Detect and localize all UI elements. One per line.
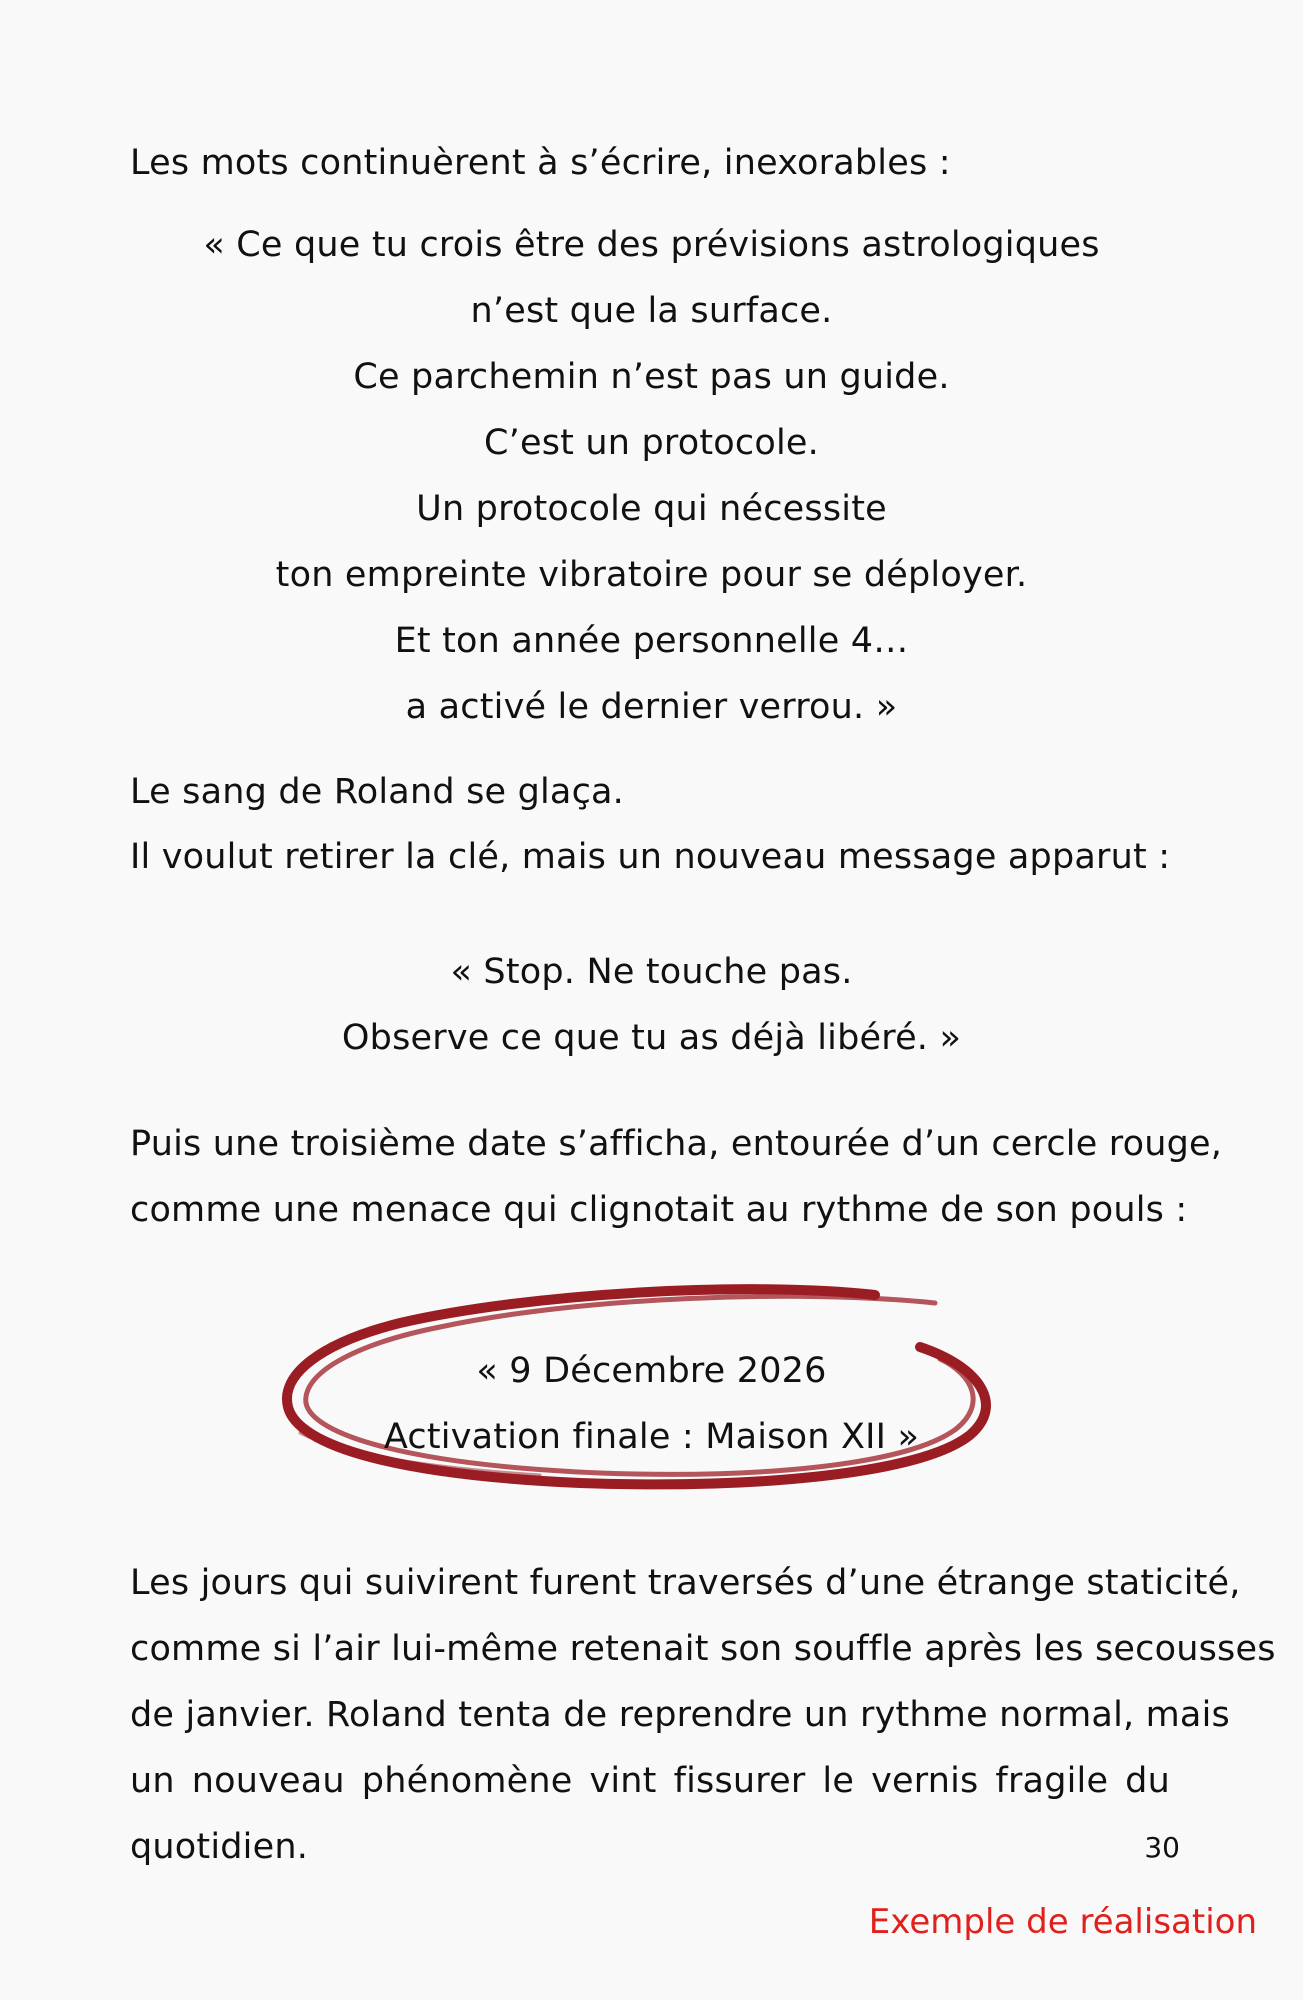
quote2-line-2: Observe ce que tu as déjà libéré. » — [341, 1018, 962, 1058]
quote1-line-6: ton empreinte vibratoire pour se déployer. — [275, 555, 1028, 595]
red-circle-icon — [280, 1275, 1000, 1515]
para3-line-2: comme une menace qui clignotait au rythme de son pouls : — [130, 1190, 1188, 1230]
quote2-line-1: « Stop. Ne touche pas. — [450, 952, 853, 992]
circled-quote-line-1: « 9 Décembre 2026 — [476, 1351, 827, 1391]
para4-line-2: comme si l’air lui-même retenait son souffle après les secousses — [130, 1629, 1276, 1669]
quote1-line-7: Et ton année personnelle 4… — [394, 621, 909, 661]
page-number: 30 — [1144, 1831, 1180, 1864]
para3-line-1: Puis une troisième date s’afficha, entourée d’un cercle rouge, — [130, 1124, 1223, 1164]
red-circle-annotation — [280, 1275, 1000, 1515]
quote1-line-2: n’est que la surface. — [470, 291, 833, 331]
intro-line: Les mots continuèrent à s’écrire, inexorables : — [130, 143, 951, 183]
quote1-line-5: Un protocole qui nécessite — [416, 489, 887, 529]
quote1-line-3: Ce parchemin n’est pas un guide. — [353, 357, 950, 397]
para4-line-1: Les jours qui suivirent furent traversés d’une étrange staticité, — [130, 1563, 1241, 1603]
para4-line-5: quotidien. — [130, 1827, 309, 1867]
quote1-line-1: « Ce que tu crois être des prévisions astrologiques — [203, 225, 1100, 265]
para2-line-1: Le sang de Roland se glaça. — [130, 772, 624, 812]
para4-line-4: un nouveau phénomène vint fissurer le vernis fragile du — [130, 1761, 1170, 1801]
para2-line-2: Il voulut retirer la clé, mais un nouveau message apparut : — [130, 837, 1171, 877]
quote1-line-4: C’est un protocole. — [484, 423, 819, 463]
para4-line-3: de janvier. Roland tenta de reprendre un rythme normal, mais — [130, 1695, 1230, 1735]
circled-quote-line-2: Activation finale : Maison XII » — [383, 1417, 920, 1457]
watermark-label: Exemple de réalisation — [868, 1902, 1257, 1942]
quote1-line-8: a activé le dernier verrou. » — [405, 687, 898, 727]
